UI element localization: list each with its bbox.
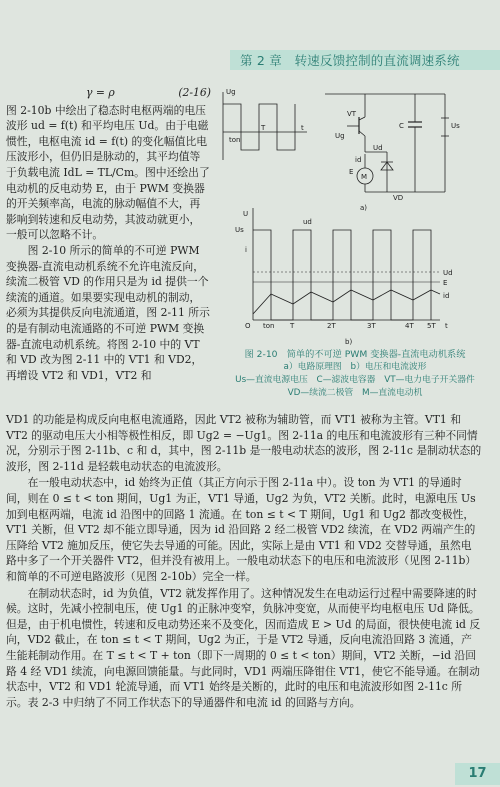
axis-label: 5T xyxy=(427,322,436,330)
chapter-title xyxy=(240,51,460,69)
equation-number: (2-16) xyxy=(178,86,211,99)
figure-svg xyxy=(215,82,495,350)
axis-label: t xyxy=(445,322,448,330)
figure-caption xyxy=(215,348,495,400)
chapter-name: 转速反馈控制的直流调速系统 xyxy=(294,53,460,68)
caption-line: Us—直流电源电压 C—滤波电容器 VT—电力电子开关器件 xyxy=(235,375,475,385)
paragraph: 在一般电动状态中，id 始终为正值（其正方向示于图 2-11a 中）。设 ton 为 VT1 的导通时间，则在 0 ≤ t < ton 期间，Ug1 为正，VT1 导通，Ug2 为负，VT2 关断。此时，电源电压 Us 加到电枢两端，电流 id 沿图中的回路 1 流通。在 ton ≤ t < T 期间，Ug1 和 Ug2 都改变极性，VT1 关断，但 VT2 却不能立即导通，因为 id 沿回路 2 经二极管 VD2 续流，在 VD2 两端产生的压降给 VT2 施加反压，使它失去导通的可能。因此，实际上是由 VT1 和 VD2 交替导通，虽然电路中多了一个开关器件 VT2，但并没有被用上。一般电动状态下的电压和电流波形（见图 2-11b）和简单的不可逆电路波形（见图 2-10b）完全一样。 xyxy=(6,476,477,583)
subfigure-label: a) xyxy=(360,204,368,212)
waveform-plot xyxy=(235,208,453,346)
component-label: Ug xyxy=(335,132,345,140)
figure-2-10 xyxy=(215,82,495,352)
circuit-diagram xyxy=(325,94,460,212)
axis-label: 4T xyxy=(405,322,414,330)
component-label: Us xyxy=(451,122,460,130)
caption-line: VD—续流二极管 M—直流电动机 xyxy=(287,388,423,398)
page-header xyxy=(0,0,500,72)
axis-label: i xyxy=(245,246,247,254)
axis-label: T xyxy=(290,322,295,330)
subfigure-label: b) xyxy=(345,338,353,346)
equation: γ = ρ xyxy=(86,86,115,99)
axis-label: t xyxy=(301,124,304,132)
component-label: Ud xyxy=(373,144,383,152)
axis-label: ud xyxy=(303,218,312,226)
paragraph: VD1 的功能是构成反向电枢电流通路，因此 VT2 被称为辅助管，而 VT1 被称为主管。VT1 和 VT2 的驱动电压大小相等极性相反，即 Ug2 = −Ug1。图 2-11a 的电压和电流波形有三种不同情况，分别示于图 2-11b、c 和 d，其中，图 2-11b 是一般电动状态的波形，图 2-11c 是制动状态的波形，图 2-11d 是轻载电动状态的电流波形。 xyxy=(6,413,482,473)
paragraph: 在制动状态时，id 为负值，VT2 就发挥作用了。这种情况发生在电动运行过程中需要降速的时候。这时，先减小控制电压，使 Ug1 的正脉冲变窄，负脉冲变宽，从而使平均电枢电压 Ud 降低。但是，由于机电惯性，转速和反电动势还来不及变化，因而造成 E > Ud 的局面，很快使电流 id 反向，VD2 截止，在 ton ≤ t < T 期间，Ug2 为正，于是 VT2 导通，反向电流沿回路 3 流通，产生能耗制动作用。在 T ≤ t < T + ton（即下一周期的 0 ≤ t < ton）期间，VT2 关断，−id 沿回路 4 经 VD1 续流，向电源回馈能量。与此同时，VD1 两端压降钳住 VT1，使它不能导通。在制动状态中，VT2 和 VD1 轮流导通，而 VT1 始终是关断的，此时的电压和电流波形如图 2-11c 所示。表 2-3 中归纳了不同工作状态下的导通器件和电流 id 的回路与方向。 xyxy=(6,586,481,709)
caption-line: a）电路原理图 b）电压和电流波形 xyxy=(283,362,427,372)
page-number: 17 xyxy=(455,763,500,785)
component-label: VT xyxy=(347,110,357,118)
axis-label: E xyxy=(443,279,448,287)
page-footer xyxy=(0,768,500,787)
component-label: M xyxy=(361,173,368,181)
axis-label: Ug xyxy=(226,88,236,96)
axis-label: id xyxy=(443,292,450,300)
paragraph: 图 2-10 所示的简单的不可逆 PWM 变换器-直流电动机系统不允许电流反向，续流二极管 VD 的作用只是为 id 提供一个续流的通道。如果要实现电动机的制动，必须为其提供反向电流通道，图 2-11 所示的是有制动电流通路的不可逆 PWM 变换器-直流电动机系统。将图 2-10 中的 VT 和 VD 改为图 2-11 中的 VT1 和 VD2，再增设 VT2 和 VD1，VT2 和 xyxy=(6,243,210,382)
caption-title: 图 2-10 简单的不可逆 PWM 变换器-直流电动机系统 xyxy=(244,349,466,360)
chapter-number: 第 2 章 xyxy=(240,53,282,68)
axis-label: 3T xyxy=(367,322,376,330)
component-label: E xyxy=(349,168,354,176)
paragraph: 图 2-10b 中绘出了稳态时电枢两端的电压波形 ud = f(t) 和平均电压 Ud。由于电磁惯性，电枢电流 id = f(t) 的变化幅值比电压波形小，但仍旧是脉动的，其平均值等于负载电流 IdL = TL/Cm。图中还绘出了电动机的反电动势 E，由于 PWM 变换器的开关频率高，电流的脉动幅值不大，再影响到转速和反电动势，其波动就更小，一般可以忽略不计。 xyxy=(6,103,210,242)
component-label: C xyxy=(399,122,404,130)
axis-label: Us xyxy=(235,226,244,234)
axis-label: T xyxy=(261,124,266,132)
equation-line xyxy=(6,85,211,101)
axis-label: O xyxy=(245,322,251,330)
axis-label: U xyxy=(243,210,249,218)
axis-label: 2T xyxy=(327,322,336,330)
axis-label: ton xyxy=(229,136,241,144)
component-label: id xyxy=(355,156,362,164)
axis-label: ton xyxy=(263,322,275,330)
axis-label: Ud xyxy=(443,269,453,277)
left-column-text xyxy=(6,85,211,383)
ug-waveform xyxy=(223,88,307,160)
body-text xyxy=(6,412,482,711)
component-label: VD xyxy=(393,194,404,202)
